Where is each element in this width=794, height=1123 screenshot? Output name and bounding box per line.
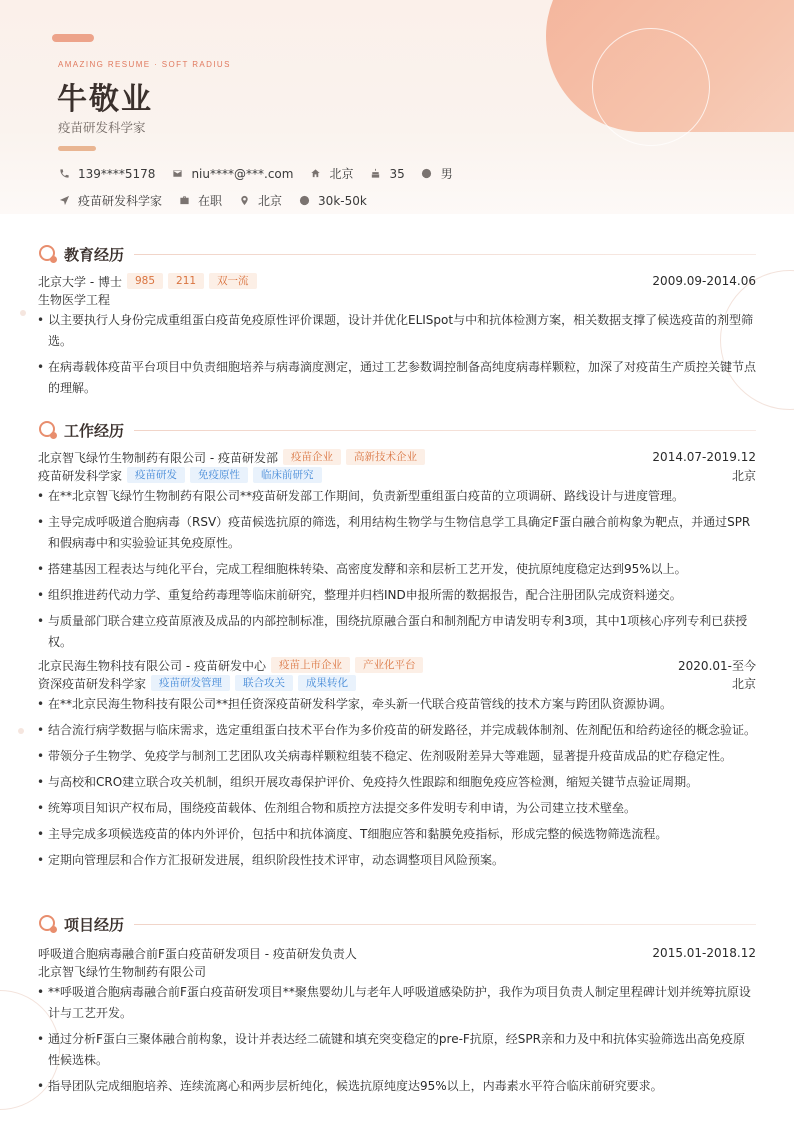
phone-icon [58,168,70,180]
briefcase-icon [178,195,190,207]
smile-icon [421,168,433,180]
candidate-name: 牛敬业 [57,82,153,117]
project-bullets [38,982,756,1097]
job-role: 资深疫苗研发科学家 [38,676,147,691]
school-tag: 双一流 [209,273,257,289]
section-divider [134,924,756,925]
job-bullets [38,694,756,871]
list-item: • 组织推进药代动力学、重复给药毒理等临床前研究，整理并归档IND申报所需的数据报告，配合注册团队完成资料递交。 [38,585,756,606]
section-divider [134,430,756,431]
target-role: 疫苗研发科学家 [78,194,163,208]
job-entry-sub [38,674,756,692]
section-title: 工作经历 [64,421,125,440]
expected-salary: 30k-50k [318,193,367,208]
list-item: • 与质量部门联合建立疫苗原液及成品的内部控制标准，围绕抗原融合蛋白和制剂配方申请发明专利3项，其中1项核心序列专利已获授权。 [38,611,756,653]
list-item: • **呼吸道合胞病毒融合前F蛋白疫苗研发项目**聚焦婴幼儿与老年人呼吸道感染防护，我作为项目负责人制定里程碑计划并统筹抗原设计与工艺开发。 [38,982,756,1024]
info-target-city [238,192,282,209]
education-entry-header [38,272,756,290]
accent-bar [52,34,94,42]
cake-icon [369,168,381,180]
job-status: 在职 [198,194,223,208]
candidate-title: 疫苗研发科学家 [58,120,146,135]
school-tag: 211 [168,273,204,289]
list-item: • 搭建基因工程表达与纯化平台，完成工程细胞株转染、高密度发酵和亲和层析工艺开发，使抗原纯度稳定达到95%以上。 [38,559,756,580]
home-icon [309,168,321,180]
projects-section [38,913,756,1102]
target-city: 北京 [258,194,283,208]
section-header [38,243,756,265]
gender: 男 [440,167,453,181]
major: 生物医学工程 [38,292,111,307]
info-city [309,165,353,182]
job-bullets [38,486,756,653]
contact-info-row [58,165,469,182]
subtitle-bar [58,146,96,151]
header-kicker: AMAZING RESUME · SOFT RADIUS [58,60,231,69]
list-item: • 定期向管理层和合作方汇报研发进展，组织阶段性技术评审，动态调整项目风险预案。 [38,850,756,871]
search-icon [38,244,58,264]
job-role: 疫苗研发科学家 [38,468,123,483]
role-tag: 免疫原性 [190,467,248,483]
role-tag: 疫苗研发 [127,467,185,483]
role-tag: 成果转化 [298,675,356,691]
project-org: 北京智飞绿竹生物制药有限公司 [38,964,207,979]
list-item: • 指导团队完成细胞培养、连续流离心和两步层析纯化，候选抗原纯度达95%以上，内毒素水平符合临床前研究要求。 [38,1076,756,1097]
role-tag: 临床前研究 [253,467,322,483]
job-location: 北京 [731,468,756,483]
info-salary [298,194,367,208]
mail-icon [171,168,183,180]
section-header [38,913,756,935]
email-address: niu****@***.com [191,166,294,181]
location-pin-icon [238,195,250,207]
list-item: • 在病毒载体疫苗平台项目中负责细胞培养与病毒滴度测定，通过工艺参数调控制备高纯度病毒样颗粒，加深了对疫苗生产质控关键节点的理解。 [38,357,756,399]
decor-dot [18,728,24,734]
age: 35 [389,166,405,181]
company-tag: 疫苗上市企业 [271,657,350,673]
job-entry-sub [38,466,756,484]
info-status [178,192,222,209]
list-item: • 与高校和CRO建立联合攻关机制，组织开展攻毒保护评价、免疫持久性跟踪和细胞免疫应答检测，缩短关键节点验证周期。 [38,772,756,793]
search-icon [38,914,58,934]
phone-number: 139****5178 [78,166,156,181]
decor-dot [20,310,26,316]
company-tag: 高新技术企业 [346,449,425,465]
list-item: • 结合流行病学数据与临床需求，选定重组蛋白技术平台作为多价疫苗的研发路径，并完成载体制剂、佐剂配伍和给药途径的概念验证。 [38,720,756,741]
school-tag: 985 [127,273,163,289]
info-phone [58,167,155,181]
section-divider [134,254,756,255]
company-tag: 疫苗企业 [283,449,341,465]
list-item: • 在**北京智飞绿竹生物制药有限公司**疫苗研发部工作期间，负责新型重组蛋白疫苗的立项调研、路线设计与进度管理。 [38,486,756,507]
list-item: • 主导完成呼吸道合胞病毒（RSV）疫苗候选抗原的筛选，利用结构生物学与生物信息学工具确定F蛋白融合前构象为靶点，并通过SPR和假病毒中和实验验证其免疫原性。 [38,512,756,554]
list-item: • 以主要执行人身份完成重组蛋白疫苗免疫原性评价课题，设计并优化ELISpot与中和抗体检测方案，相关数据支撑了候选疫苗的剂型筛选。 [38,310,756,352]
education-bullets [38,310,756,399]
education-entry-sub [38,290,756,308]
company-name: 北京民海生物科技有限公司 - 疫苗研发中心 [38,658,266,673]
project-entry-header [38,944,756,962]
header-decor-ring [592,28,710,146]
info-age [369,167,404,181]
list-item: • 主导完成多项候选疫苗的体内外评价，包括中和抗体滴度、T细胞应答和黏膜免疫指标，形成完整的候选物筛选流程。 [38,824,756,845]
role-tag: 联合攻关 [235,675,293,691]
section-header [38,419,756,441]
list-item: • 统筹项目知识产权布局，围绕疫苗载体、佐剂组合物和质控方法提交多件发明专利申请，为公司建立技术壁垒。 [38,798,756,819]
project-entry-sub [38,962,756,980]
info-gender [421,165,453,182]
role-tag: 疫苗研发管理 [151,675,230,691]
company-name: 北京智飞绿竹生物制药有限公司 - 疫苗研发部 [38,450,278,465]
job-entry-header [38,448,756,466]
job-entry-header [38,656,756,674]
education-section [38,243,756,404]
project-name: 呼吸道合胞病毒融合前F蛋白疫苗研发项目 - 疫苗研发负责人 [38,946,357,961]
school-degree: 北京大学 - 博士 [38,274,122,289]
money-icon [298,195,310,207]
section-title: 教育经历 [64,245,125,264]
company-tag: 产业化平台 [355,657,424,673]
education-date: 2009.09-2014.06 [652,274,756,288]
work-section [38,419,756,876]
list-item: • 在**北京民海生物科技有限公司**担任资深疫苗研发科学家，牵头新一代联合疫苗管线的技术方案与跨团队资源协调。 [38,694,756,715]
project-date: 2015.01-2018.12 [652,946,756,960]
list-item: • 通过分析F蛋白三聚体融合前构象，设计并表达经二硫键和填充突变稳定的pre-F抗原，经SPR亲和力及中和抗体实验筛选出高免疫原性候选株。 [38,1029,756,1071]
info-target-role [58,192,162,209]
send-icon [58,195,70,207]
home-city: 北京 [329,167,354,181]
info-email [171,167,293,181]
section-title: 项目经历 [64,915,125,934]
search-icon [38,420,58,440]
list-item: • 带领分子生物学、免疫学与制剂工艺团队攻关病毒样颗粒组装不稳定、佐剂吸附差异大等难题，显著提升疫苗成品的贮存稳定性。 [38,746,756,767]
job-date: 2020.01-至今 [678,658,756,673]
job-location: 北京 [731,676,756,691]
job-date: 2014.07-2019.12 [652,450,756,464]
job-info-row [58,192,383,209]
